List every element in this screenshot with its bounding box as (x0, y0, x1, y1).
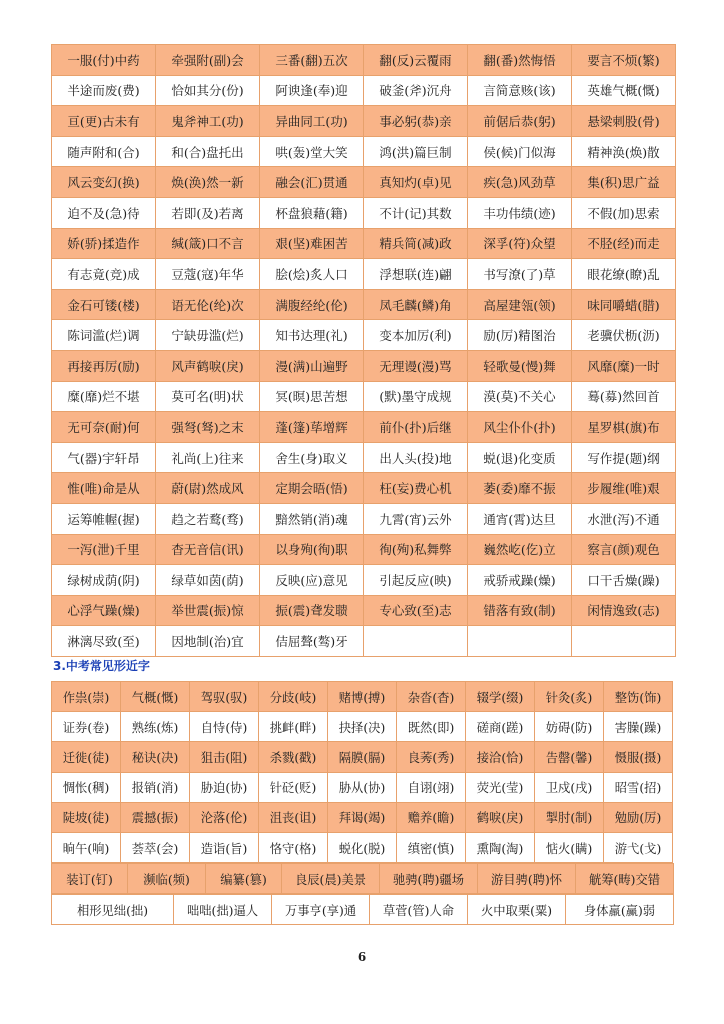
table-cell (364, 626, 468, 657)
table-cell: 濒临(频) (128, 864, 206, 894)
table-cell: 金石可镂(楼) (52, 289, 156, 320)
table-cell: 娇(骄)揉造作 (52, 228, 156, 259)
table-cell: 侯(候)门似海 (468, 136, 572, 167)
table-cell: 陈词滥(烂)调 (52, 320, 156, 351)
table-cell: 佶屈聱(骜)牙 (260, 626, 364, 657)
table-cell: 风云变幻(换) (52, 167, 156, 198)
table-cell: 专心致(至)志 (364, 595, 468, 626)
table-cell: 振(震)聋发聩 (260, 595, 364, 626)
table-row (52, 832, 673, 862)
table-cell: 因地制(治)宜 (156, 626, 260, 657)
table-cell: 不假(加)思索 (572, 197, 676, 228)
table-cell: 觥筹(畴)交错 (576, 864, 674, 894)
table-cell: 驰骋(聘)疆场 (380, 864, 478, 894)
table-cell: 蓬(篷)荜增辉 (260, 412, 364, 443)
table-cell: 造诣(旨) (190, 832, 259, 862)
table-cell: 告罄(馨) (535, 742, 604, 772)
table-cell: 不计(记)其数 (364, 197, 468, 228)
table-cell: 漠(莫)不关心 (468, 381, 572, 412)
table-cell: 杳无音信(讯) (156, 534, 260, 565)
table-cell: 杯盘狼藉(籍) (260, 197, 364, 228)
table-cell: 杀戮(戳) (259, 742, 328, 772)
table-cell: 无理谩(漫)骂 (364, 350, 468, 381)
table-cell: 以身殉(徇)职 (260, 534, 364, 565)
table-cell: 破釜(斧)沉舟 (364, 75, 468, 106)
table-cell: 身体羸(赢)弱 (566, 895, 674, 925)
table-cell: 迁徙(徒) (52, 742, 121, 772)
table-cell: 三番(翻)五次 (260, 45, 364, 76)
table-cell: 艰(坚)难困苦 (260, 228, 364, 259)
table-cell: 察言(颜)观色 (572, 534, 676, 565)
table-row (52, 106, 676, 137)
table-cell: 徇(殉)私舞弊 (364, 534, 468, 565)
table-cell: 晌午(响) (52, 832, 121, 862)
table-cell: 莫可名(明)状 (156, 381, 260, 412)
table-cell: 挑衅(畔) (259, 712, 328, 742)
idiom-correction-table (51, 44, 676, 657)
table-row (52, 712, 673, 742)
table-cell: 老骥伏枥(沥) (572, 320, 676, 351)
table-cell: 错落有致(制) (468, 595, 572, 626)
table-cell: 牵强附(副)会 (156, 45, 260, 76)
table-cell: 趋之若鹜(骛) (156, 503, 260, 534)
table-cell: 缜密(慎) (397, 832, 466, 862)
table-cell: 既然(即) (397, 712, 466, 742)
table-cell: 书写潦(了)草 (468, 259, 572, 290)
table-cell: 前倨后恭(躬) (468, 106, 572, 137)
table-row (52, 595, 676, 626)
table-row (52, 503, 676, 534)
table-cell: 集(积)思广益 (572, 167, 676, 198)
table-cell: 通宵(霄)达旦 (468, 503, 572, 534)
table-row (52, 136, 676, 167)
table-cell: 火中取栗(粟) (468, 895, 566, 925)
table-cell: 抉择(决) (328, 712, 397, 742)
table-cell: 口干舌燥(躁) (572, 565, 676, 596)
similar-character-table (51, 681, 673, 863)
table-cell: 随声附和(合) (52, 136, 156, 167)
table-cell: 有志竟(竞)成 (52, 259, 156, 290)
table-cell: 半途而废(费) (52, 75, 156, 106)
table-cell: 陡坡(徒) (52, 802, 121, 832)
similar-character-row-six (51, 894, 674, 925)
table-cell: 咄咄(拙)逼人 (174, 895, 272, 925)
table-cell: 冥(暝)思苦想 (260, 381, 364, 412)
table-cell: 语无伦(纶)次 (156, 289, 260, 320)
table-cell: 蜕(退)化变质 (468, 442, 572, 473)
table-cell: 风尘仆仆(扑) (468, 412, 572, 443)
table-cell: 眼花缭(瞭)乱 (572, 259, 676, 290)
table-cell: 写作提(题)纲 (572, 442, 676, 473)
table-cell: 浮想联(连)翩 (364, 259, 468, 290)
table-cell: 万事亨(享)通 (272, 895, 370, 925)
table-row (52, 228, 676, 259)
table-row (52, 772, 673, 802)
table-row (52, 412, 676, 443)
table-cell: 游目骋(聘)怀 (478, 864, 576, 894)
table-cell (572, 626, 676, 657)
table-cell: 磋商(蹉) (466, 712, 535, 742)
table-cell: 蔚(尉)然成风 (156, 473, 260, 504)
idiom-table-body (52, 45, 676, 657)
table-cell: 漫(满)山遍野 (260, 350, 364, 381)
table-cell: 丰功伟绩(迹) (468, 197, 572, 228)
table-row (52, 442, 676, 473)
similar-character-row-seven (51, 863, 674, 894)
table-cell: 变本加厉(利) (364, 320, 468, 351)
table-cell: 若即(及)若离 (156, 197, 260, 228)
table-cell: 良辰(晨)美景 (282, 864, 380, 894)
table-cell: 味同嚼蜡(腊) (572, 289, 676, 320)
table-cell: 脍(烩)炙人口 (260, 259, 364, 290)
table-cell: 熏陶(淘) (466, 832, 535, 862)
table-cell: 报销(消) (121, 772, 190, 802)
table-row (52, 895, 674, 925)
table-cell: 驾驭(驭) (190, 682, 259, 712)
table-cell: 黯然销(消)魂 (260, 503, 364, 534)
table-row (52, 682, 673, 712)
table-cell: 熟练(炼) (121, 712, 190, 742)
table-cell: 游弋(戈) (604, 832, 673, 862)
table-cell: 妨碍(防) (535, 712, 604, 742)
table-cell: 阿谀逢(奉)迎 (260, 75, 364, 106)
table-cell: 惆怅(稠) (52, 772, 121, 802)
table-row (52, 75, 676, 106)
table-cell: 拜谒(竭) (328, 802, 397, 832)
table-cell: 沦落(伦) (190, 802, 259, 832)
table-cell: 荧光(莹) (466, 772, 535, 802)
table-cell: 昭雪(招) (604, 772, 673, 802)
table-cell: 接洽(恰) (466, 742, 535, 772)
table-row (52, 289, 676, 320)
page-number: 6 (357, 950, 367, 964)
table-cell: 礼尚(上)往来 (156, 442, 260, 473)
section-title: 3.中考常见形近字 (53, 659, 150, 673)
table-cell: 气(器)宇轩昂 (52, 442, 156, 473)
table-row (52, 864, 674, 894)
table-cell: 惟(唯)命是从 (52, 473, 156, 504)
table-cell: 淋漓尽致(至) (52, 626, 156, 657)
table-cell: 绿草如茵(荫) (156, 565, 260, 596)
table-cell: 掣肘(制) (535, 802, 604, 832)
table-cell: 狙击(阻) (190, 742, 259, 772)
table-cell: 赌博(搏) (328, 682, 397, 712)
table-cell: 英雄气概(慨) (572, 75, 676, 106)
table-row (52, 534, 676, 565)
table-cell: 慑服(摄) (604, 742, 673, 772)
table-cell: 运筹帷幄(握) (52, 503, 156, 534)
table-cell: 气概(慨) (121, 682, 190, 712)
table-cell: 胁从(协) (328, 772, 397, 802)
table-row (52, 802, 673, 832)
table-cell: 再接再厉(励) (52, 350, 156, 381)
table-cell: 杂沓(杳) (397, 682, 466, 712)
table-cell: 凤毛麟(鳞)角 (364, 289, 468, 320)
table-cell: 编纂(篡) (206, 864, 282, 894)
table-cell: 蜕化(脱) (328, 832, 397, 862)
table-cell: 震撼(振) (121, 802, 190, 832)
table-cell: 针灸(炙) (535, 682, 604, 712)
table-cell: 舍生(身)取义 (260, 442, 364, 473)
table-cell: 真知灼(卓)见 (364, 167, 468, 198)
table-cell: 辍学(缀) (466, 682, 535, 712)
table-cell: 自诩(翊) (397, 772, 466, 802)
table-cell: 高屋建瓴(领) (468, 289, 572, 320)
table-row (52, 565, 676, 596)
table-cell: 胁迫(协) (190, 772, 259, 802)
table-row (52, 473, 676, 504)
table-cell: 证券(卷) (52, 712, 121, 742)
table-row (52, 350, 676, 381)
table-cell: 风靡(糜)一时 (572, 350, 676, 381)
table-cell: 满腹经纶(伦) (260, 289, 364, 320)
table-cell: 心浮气躁(燥) (52, 595, 156, 626)
table-cell: 秘诀(决) (121, 742, 190, 772)
table-cell: 强弩(驽)之末 (156, 412, 260, 443)
table-row (52, 259, 676, 290)
table-cell: 闲情逸致(志) (572, 595, 676, 626)
table-cell: 亘(更)古未有 (52, 106, 156, 137)
table-row (52, 626, 676, 657)
table-cell: 引起反应(映) (364, 565, 468, 596)
table-cell: 枉(妄)费心机 (364, 473, 468, 504)
table-cell: 作祟(崇) (52, 682, 121, 712)
table-cell: 豆蔻(寇)年华 (156, 259, 260, 290)
table-row (52, 45, 676, 76)
table-cell: 隔膜(膈) (328, 742, 397, 772)
table-cell: 草菅(管)人命 (370, 895, 468, 925)
table-cell: 举世震(振)惊 (156, 595, 260, 626)
table-row (52, 320, 676, 351)
table-cell: (默)墨守成规 (364, 381, 468, 412)
table-cell: 恪守(格) (259, 832, 328, 862)
table-cell: 戒骄戒躁(燥) (468, 565, 572, 596)
table-cell: 糜(靡)烂不堪 (52, 381, 156, 412)
table-row (52, 167, 676, 198)
table-cell: 焕(涣)然一新 (156, 167, 260, 198)
table-cell: 赡养(瞻) (397, 802, 466, 832)
table-cell: 悬梁刺股(骨) (572, 106, 676, 137)
table-cell: 异曲同工(功) (260, 106, 364, 137)
table-cell: 沮丧(诅) (259, 802, 328, 832)
table-cell: 针砭(贬) (259, 772, 328, 802)
table-cell: 疾(急)风劲草 (468, 167, 572, 198)
table-row (52, 197, 676, 228)
table-cell: 勉励(厉) (604, 802, 673, 832)
table-cell: 分歧(岐) (259, 682, 328, 712)
table-cell: 绿树成荫(阴) (52, 565, 156, 596)
table-cell: 宁缺毋滥(烂) (156, 320, 260, 351)
table-cell: 哄(轰)堂大笑 (260, 136, 364, 167)
table-cell: 无可奈(耐)何 (52, 412, 156, 443)
table-row (52, 381, 676, 412)
table-cell: 自恃(侍) (190, 712, 259, 742)
table-cell: 荟萃(会) (121, 832, 190, 862)
table-cell: 励(厉)精图治 (468, 320, 572, 351)
table-cell: 不胫(经)而走 (572, 228, 676, 259)
table-cell: 风声鹤唳(戾) (156, 350, 260, 381)
table-cell: 步履维(唯)艰 (572, 473, 676, 504)
table-cell: 鹤唳(戾) (466, 802, 535, 832)
table-cell: 害臊(躁) (604, 712, 673, 742)
table-cell: 装订(钉) (52, 864, 128, 894)
table-cell: 卫戍(戌) (535, 772, 604, 802)
table-cell: 九霄(宵)云外 (364, 503, 468, 534)
table-cell: 事必躬(恭)亲 (364, 106, 468, 137)
table-cell: 一泻(泄)千里 (52, 534, 156, 565)
table-cell: 翻(反)云覆雨 (364, 45, 468, 76)
table-cell: 蓦(募)然回首 (572, 381, 676, 412)
table-cell: 言简意赅(该) (468, 75, 572, 106)
similar-character-table-body (52, 682, 673, 863)
table-cell: 良莠(秀) (397, 742, 466, 772)
table-cell: 前仆(扑)后继 (364, 412, 468, 443)
table-cell: 惦火(瞒) (535, 832, 604, 862)
table-cell: 精神涣(焕)散 (572, 136, 676, 167)
table-cell: 反映(应)意见 (260, 565, 364, 596)
table-cell: 知书达理(礼) (260, 320, 364, 351)
table-cell: 融会(汇)贯通 (260, 167, 364, 198)
table-cell: 翻(番)然悔悟 (468, 45, 572, 76)
table-cell (468, 626, 572, 657)
table-cell: 一服(付)中药 (52, 45, 156, 76)
table-cell: 出人头(投)地 (364, 442, 468, 473)
table-cell: 缄(箴)口不言 (156, 228, 260, 259)
table-row (52, 742, 673, 772)
table-cell: 鸿(洪)篇巨制 (364, 136, 468, 167)
table-cell: 星罗棋(旗)布 (572, 412, 676, 443)
table-cell: 和(合)盘托出 (156, 136, 260, 167)
table-cell: 巍然屹(仡)立 (468, 534, 572, 565)
table-cell: 轻歌曼(慢)舞 (468, 350, 572, 381)
table-cell: 整饬(饰) (604, 682, 673, 712)
table-cell: 恰如其分(份) (156, 75, 260, 106)
table-cell: 萎(委)靡不振 (468, 473, 572, 504)
table-cell: 深孚(符)众望 (468, 228, 572, 259)
table-cell: 迫不及(急)待 (52, 197, 156, 228)
table-cell: 精兵简(减)政 (364, 228, 468, 259)
table-cell: 要言不烦(繁) (572, 45, 676, 76)
table-cell: 鬼斧神工(功) (156, 106, 260, 137)
table-cell: 定期会晤(悟) (260, 473, 364, 504)
table-cell: 水泄(泻)不通 (572, 503, 676, 534)
table-cell: 相形见绌(拙) (52, 895, 174, 925)
